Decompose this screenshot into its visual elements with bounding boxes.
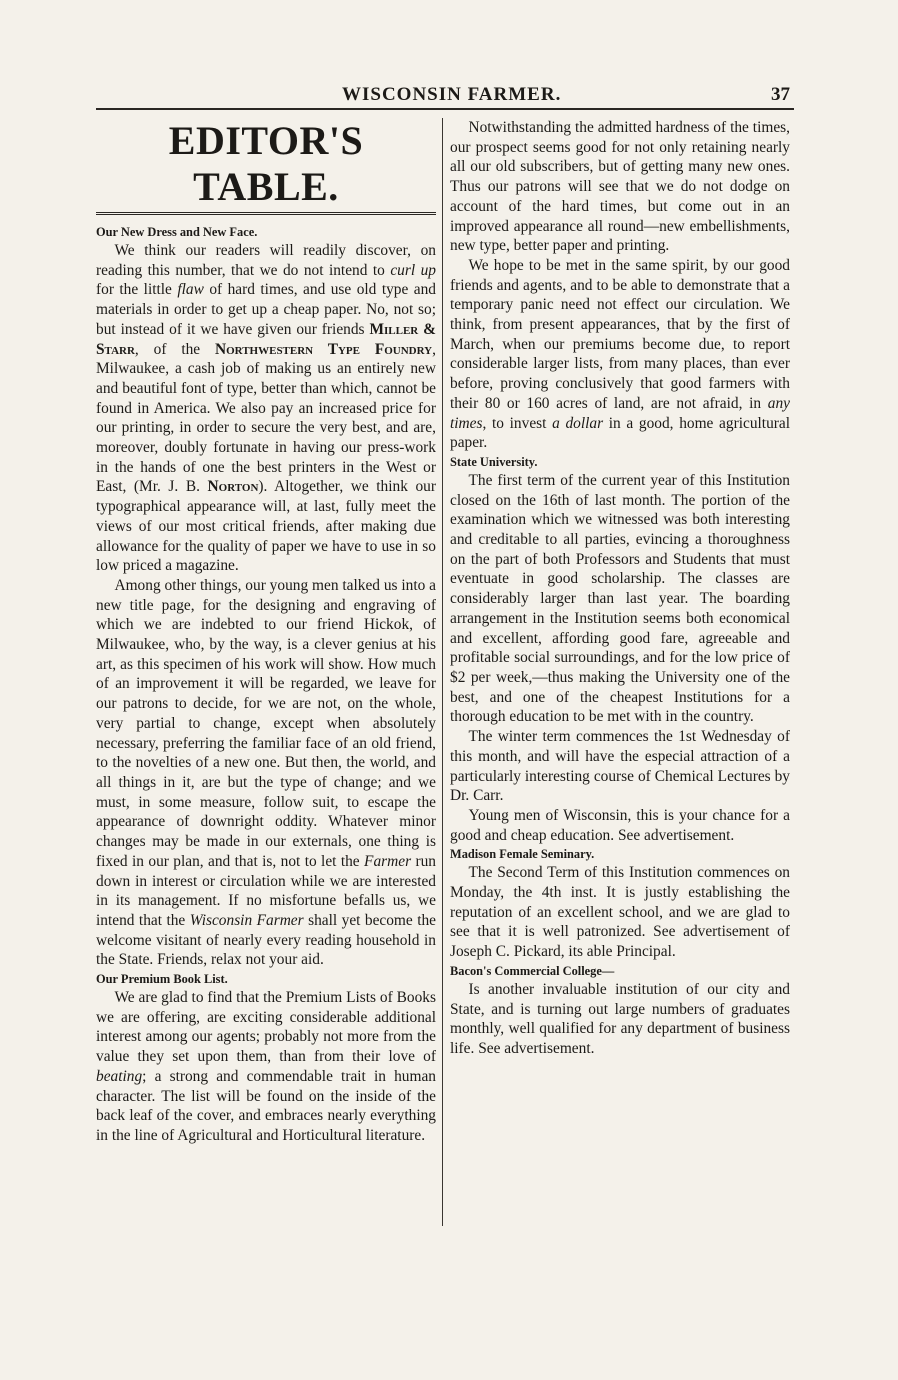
- section-heading-university: State University.: [450, 454, 538, 469]
- paragraph-seminary-1: The Second Term of this Institution commences on Monday, the 4th inst. It is justly establishing the reputation of an excellent school, and we are glad to see that it is well patronized. See advertisement of Joseph C. Pickard, its able Principal.: [450, 864, 790, 961]
- running-head: [96, 84, 796, 108]
- paragraph-university-1: The first term of the current year of this Institution closed on the 16th of last month. The portion of the examination which we witnessed was both interesting and creditable to all parties, evincing a thoroughness on the part of both Professors and Students that must eventuate in good scholarship. The classes are considerably larger than last year. The boarding arrangement in the Institution seems both economical and excellent, affording good fare, agreeable and profitable social surroundings, and for the low price of $2 per week,—thus making the University one of the best, and one of the cheapest Institutions for a thorough education to be met with in the country.: [450, 471, 790, 726]
- running-title: WISCONSIN FARMER.: [342, 84, 562, 105]
- section-heading-premium: Our Premium Book List.: [96, 972, 228, 987]
- paragraph-new-dress-2: Among other things, our young men talked us into a new title page, for the designing and engraving of which we are indebted to our friend Hickok, of Milwaukee, who, by the way, is a clever genius at his art, as this specimen of his work will show. How much of an improvement it will be regarded, we leave for our patrons to decide, for we are not, on the whole, very partial to change, except when absolutely necessary, preferring the familiar face of an old friend, to the novelties of a new one. But then, the world, and all things in it, are but the type of change; and we must, in some measure, follow suit, to escape the appearance of downright oddity. Whatever minor changes may be made in our externals, one thing is fixed in our plan, and that is, not to let the Farmer run down in interest or circulation while we are interested in its management. If no misfortune befalls us, we intend that the Wisconsin Farmer shall yet become the welcome visitant of nearly every reading household in the State. Friends, relax not your aid.: [96, 576, 436, 969]
- left-column: [96, 118, 436, 1146]
- paragraph-premium-3: We hope to be met in the same spirit, by our good friends and agents, and to be able to demonstrate that a temporary panic need not effect our circulation. We think, from present appearances, that by the first of March, when our premiums become due, to report considerable larger lists, from many places, than ever before, proving conclusively that good farmers with their 80 or 160 acres of land, are not afraid, in any times, to invest a dollar in a good, home agricultural paper.: [450, 256, 790, 452]
- title-rule: [96, 212, 436, 215]
- paragraph-premium-2: Notwithstanding the admitted hardness of the times, our prospect seems good for not only retaining nearly all our old subscribers, but of getting many new ones. Thus our patrons will see that we do not dodge on account of the hard times, but come out in an improved appearance all round—new embellishments, new type, better paper and printing.: [450, 119, 790, 255]
- section-heading-seminary: Madison Female Seminary.: [450, 847, 595, 862]
- section-heading-new-dress: Our New Dress and New Face.: [96, 225, 258, 239]
- section-heading-bacon: Bacon's Commercial College—: [450, 963, 615, 978]
- column-divider: [442, 118, 443, 1226]
- paragraph-premium-1: We are glad to find that the Premium Lists of Books we are offering, are exciting considerable additional interest among our agents; probably not more from the value they set upon them, than from their love of beating; a strong and commendable trait in human character. The list will be found on the inside of the back leaf of the cover, and embraces nearly everything in the line of Agricultural and Horticultural literature.: [96, 989, 436, 1144]
- paragraph-university-3: Young men of Wisconsin, this is your chance for a good and cheap education. See advertisement.: [450, 806, 790, 844]
- paragraph-new-dress-1: We think our readers will readily discover, on reading this number, that we do not intend to curl up for the little flaw of hard times, and use old type and materials in order to get up a cheap paper. No, not so; but instead of it we have given our friends Miller & Starr, of the Northwestern Type Foundry, Milwaukee, a cash job of making us an entirely new and beautiful font of type, better than which, cannot be found in America. We also pay an increased price for our printing, in order to secure the very best, and are, moreover, doubly fortunate in having our press-work in the hands of one the best printers in the West or East, (Mr. J. B. Norton). Altogether, we think our typographical appearance will, at last, fully meet the views of our most critical friends, after making due allowance for the quality of paper we have to use in so low priced a magazine.: [96, 242, 436, 575]
- paragraph-bacon-1: Is another invaluable institution of our city and State, and is turning out large numbers of graduates monthly, well qualified for any department of business life. See advertisement.: [450, 980, 790, 1057]
- right-column: [450, 118, 790, 1059]
- paragraph-university-2: The winter term commences the 1st Wednesday of this month, and will have the especial attraction of a particularly interesting course of Chemical Lectures by Dr. Carr.: [450, 728, 790, 805]
- editors-table-title: EDITOR'S TABLE.: [168, 118, 364, 209]
- page-number: 37: [771, 84, 790, 105]
- header-rule: [96, 108, 794, 110]
